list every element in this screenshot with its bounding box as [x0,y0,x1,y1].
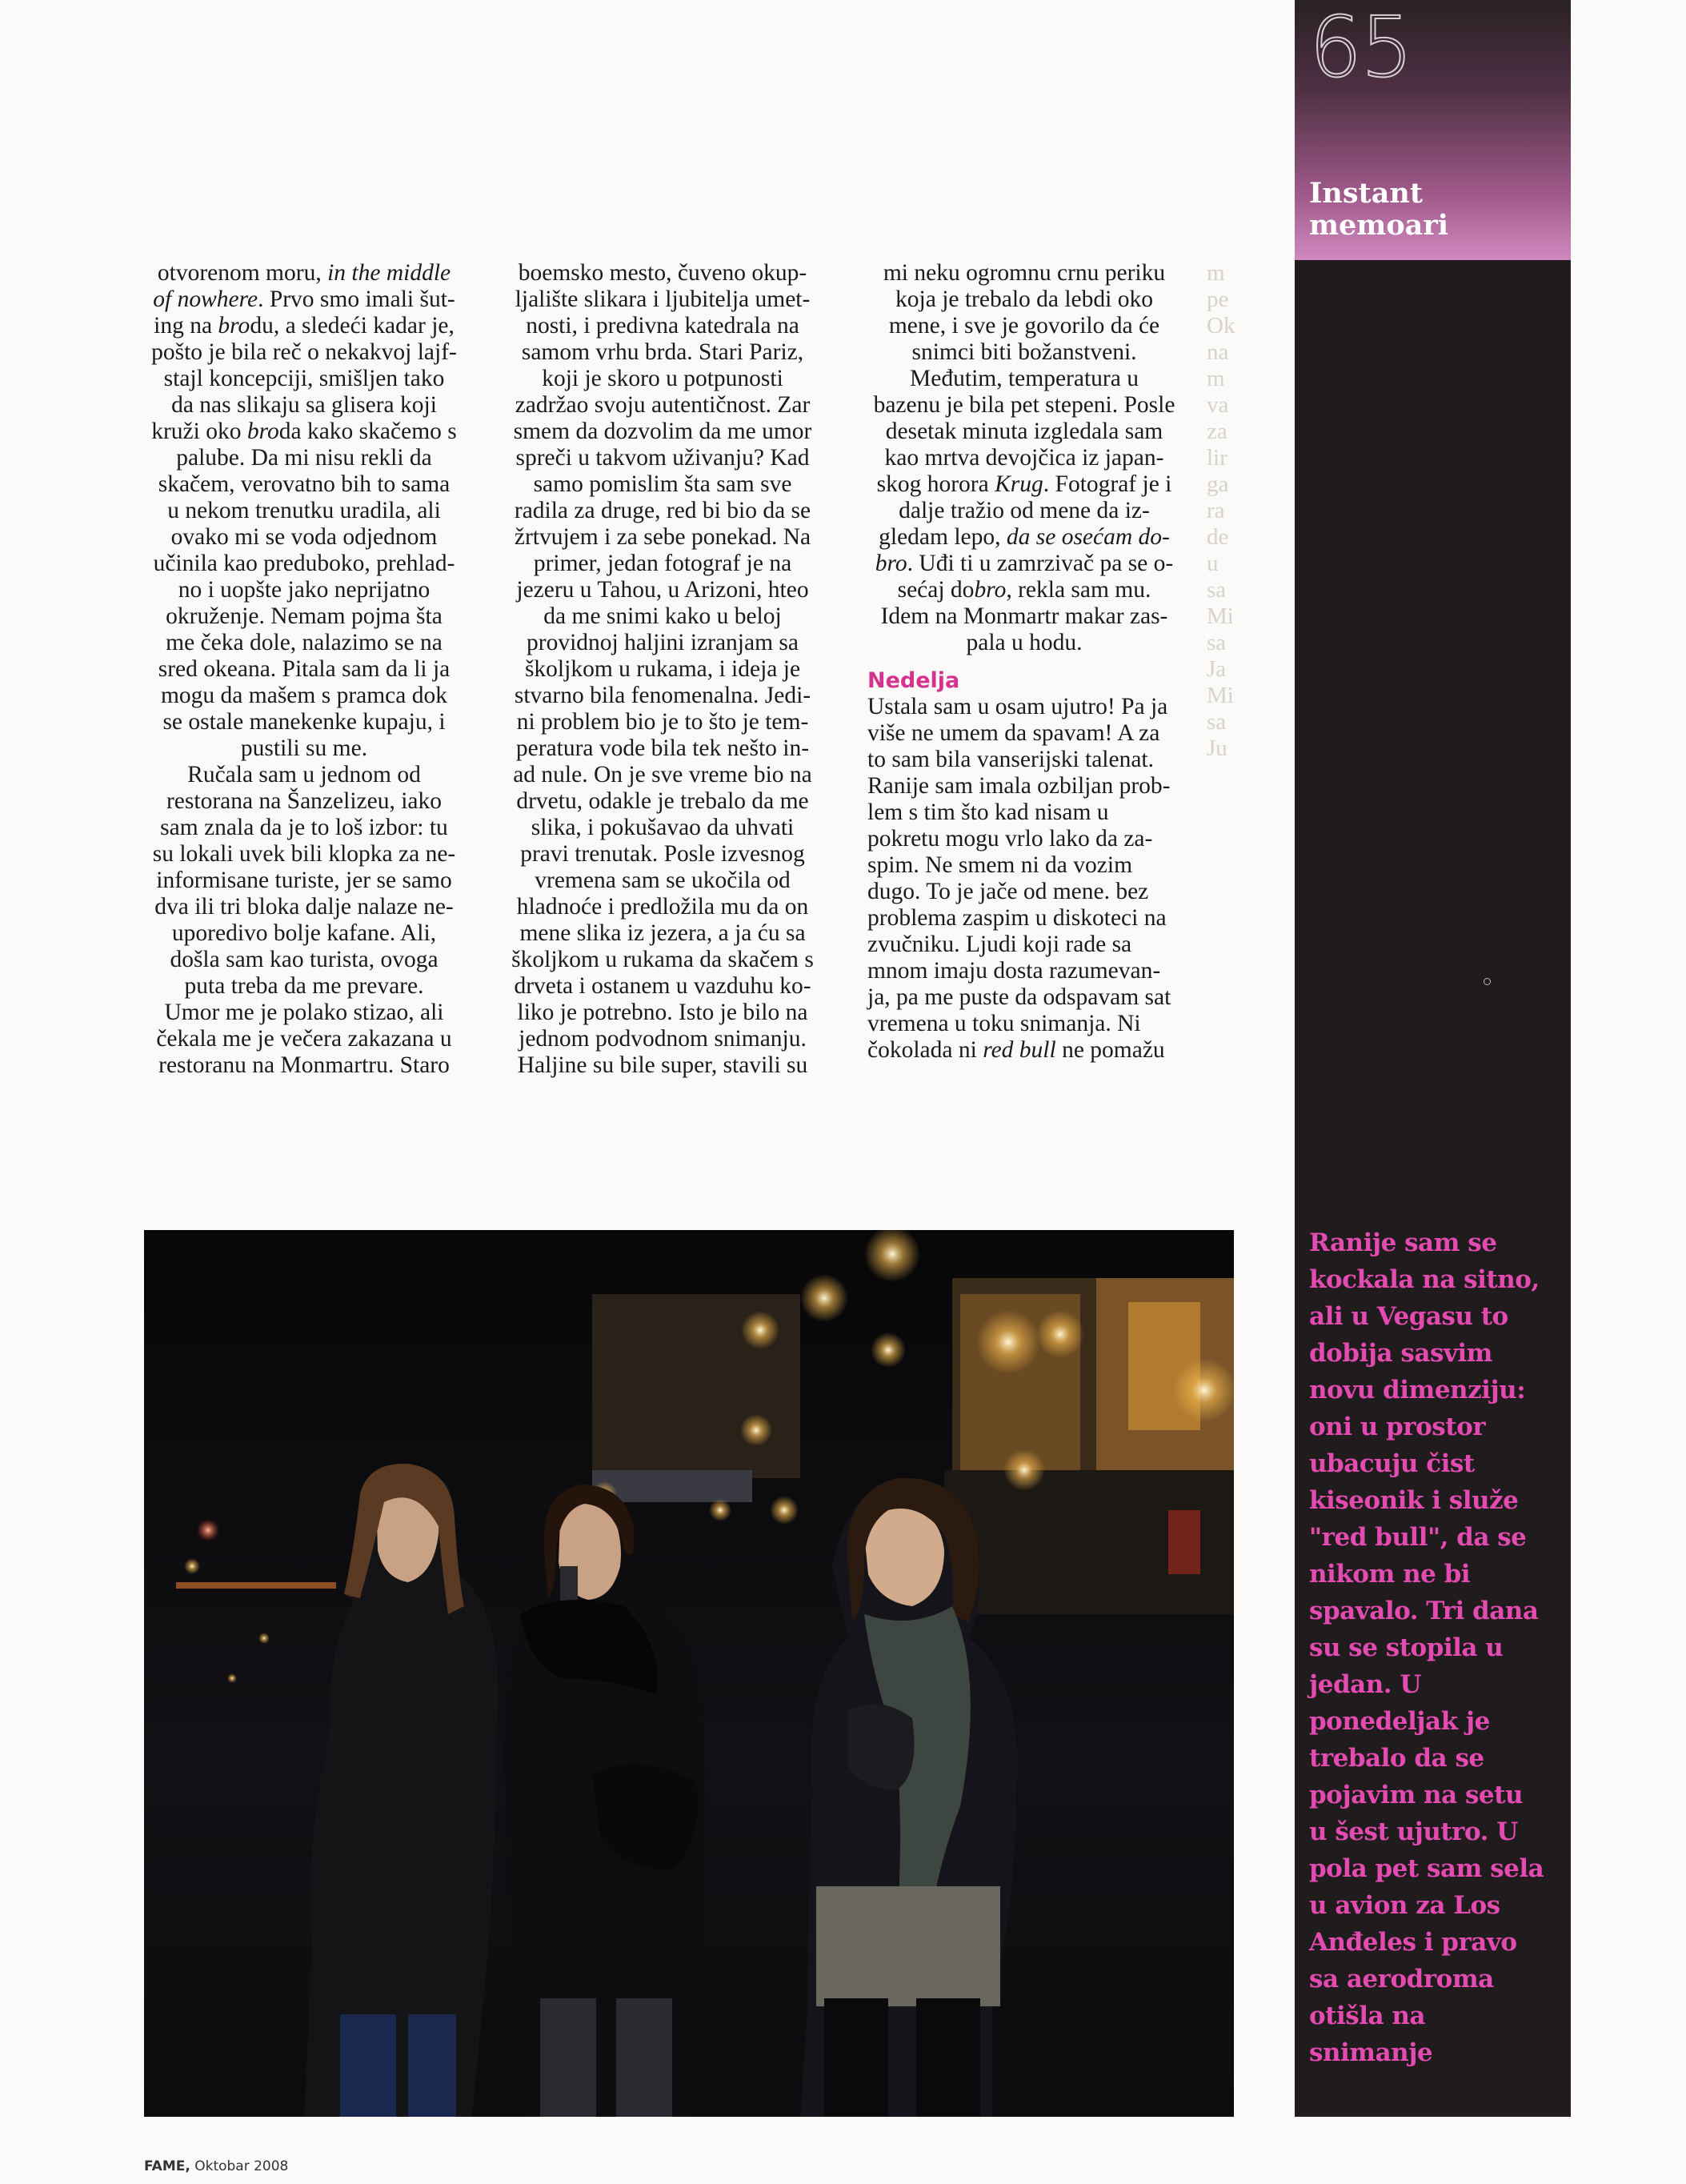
article-line: restoranu na Monmartru. Staro [158,1052,450,1078]
pull-quote-line: novu dimenziju: [1309,1376,1526,1405]
article-line: ing na brodu, a sledeći kadar je, [154,313,455,339]
bleed-through-text: m pe Ok na m va za lir ga ra de u sa Mi sa Ja Mi sa Ju [1207,260,1235,761]
pull-quote-line: spavalo. Tri dana [1309,1597,1539,1625]
pull-quote-line: pola pet sam sela [1309,1854,1544,1883]
article-line: mene slika iz jezera, a ja ću sa [519,920,806,946]
article-line: da nas slikaju sa glisera koji [171,392,437,418]
pull-quote-line: ali u Vegasu to [1309,1302,1508,1331]
article-line: Haljine su bile super, stavili su [517,1052,808,1078]
article-column-1 [128,260,480,1228]
article-line: pustili su me. [240,735,368,761]
article-line: školjkom u rukama, i ideja je [524,656,801,682]
article-column-3 [848,260,1200,1228]
article-line: uporedivo bolje kafane. Ali, [171,920,437,946]
article-line: primer, jedan fotograf je na [533,551,792,576]
article-line: drveta i ostanem u vazduhu ko- [514,973,811,999]
article-line: restorana na Šanzelizeu, iako [166,788,442,814]
article-line: koja je trebalo da lebdi oko [895,287,1153,312]
article-line: otvorenom moru, in the middle [157,260,451,286]
pull-quote-line: pojavim na setu [1309,1781,1523,1809]
article-line: kruži oko broda kako skačemo s [151,419,457,444]
article-line: više ne umem da spavam! A za [867,720,1160,746]
article-line: providnoj haljini izranjam sa [527,630,799,655]
pull-quote-line: otišla na [1309,2002,1426,2030]
article-line: ad nule. On je sve vreme bio na [513,762,812,787]
article-line: peratura vode bila tek nešto in- [515,735,810,761]
article-line: zadržao svoju autentičnost. Zar [515,392,811,418]
sidebar [1295,0,1571,2117]
article-line: pravi trenutak. Posle izvesnog [520,841,805,867]
speck [1484,978,1491,985]
pull-quote-line: u šest ujutro. U [1309,1817,1518,1846]
article-line: snimci biti božanstveni. [911,339,1137,365]
pull-quote-line: "red bull", da se [1309,1523,1527,1552]
pull-quote-line: jedan. U [1309,1670,1421,1699]
article-line: mnom imaju dosta razumevan- [867,958,1161,984]
article-line: Idem na Monmartr makar zas- [880,603,1168,629]
article-line: ljalište slikara i ljubitelja umet- [515,287,811,312]
photo-night-street [144,1230,1234,2117]
article-line: ni problem bio je to što je tem- [516,709,809,735]
article-line: vremena u toku snimanja. Ni [867,1011,1141,1036]
article-line: su lokali uvek bili klopka za ne- [152,841,456,867]
page-footer: FAME, Oktobar 2008 [144,2158,289,2174]
article-line: kao mrtva devojčica iz japan- [884,445,1164,471]
article-line: da me snimi kako u beloj [543,603,782,629]
article-line: spim. Ne smem ni da vozim [867,852,1133,878]
article-line: mi neku ogromnu crnu periku [883,260,1166,286]
article-line: jezeru u Tahou, u Arizoni, hteo [516,577,809,603]
article-line: dugo. To je jače od mene. bez [867,879,1149,904]
photo-illustration [144,1230,1234,2117]
pull-quote-line: ponedeljak je [1309,1707,1490,1736]
section-title: Instant memoari [1309,177,1449,242]
article-line: okruženje. Nemam pojma šta [166,603,443,629]
article-line: informisane turiste, jer se samo [156,868,452,893]
article-line: u nekom trenutku uradila, ali [167,498,441,523]
pull-quote-line: u avion za Los [1309,1891,1500,1920]
article-line: ja, pa me puste da odspavam sat [867,984,1171,1010]
pull-quote [1309,1224,1565,2071]
article-line: ovako mi se voda odjednom [170,524,438,550]
article-line: stajl koncepciji, smišljen tako [163,366,445,391]
pull-quote-line: oni u prostor [1309,1413,1486,1441]
pull-quote-line: ubacuju čist [1309,1449,1475,1478]
article-line: of nowhere. Prvo smo imali šut- [153,287,455,312]
section-subheading: Nedelja [867,668,960,693]
article-line: smem da dozvolim da me umor [513,419,812,444]
pull-quote-line: Anđeles i pravo [1309,1928,1517,1957]
article-line: mogu da mašem s pramca dok [160,683,447,708]
article-line: pala u hodu. [966,630,1083,655]
article-line: čekala me je večera zakazana u [156,1026,452,1052]
article-line: lem s tim što kad nisam u [867,799,1109,825]
article-line: problema zaspim u diskoteci na [867,905,1167,931]
article-line: čokolada ni red bull ne pomažu [867,1037,1165,1063]
article-line: došla sam kao turista, ovoga [170,947,439,972]
pull-quote-line: trebalo da se [1309,1744,1484,1773]
article-line: stvarno bila fenomenalna. Jedi- [514,683,811,708]
article-line: sećaj dobro, rekla sam mu. [897,577,1151,603]
article-line: dalje tražio od mene da iz- [899,498,1150,523]
article-line: bro. Uđi ti u zamrzivač pa se o- [875,551,1174,576]
article-line: školjkom u rukama da skačem s [511,947,814,972]
article-line: dva ili tri bloka dalje nalaze ne- [154,894,454,920]
pull-quote-line: Ranije sam se [1309,1228,1497,1257]
article-line: skog horora Krug. Fotograf je i [876,471,1172,497]
article-line: učinila kao preduboko, prehlad- [153,551,455,576]
article-line: boemsko mesto, čuveno okup- [518,260,807,286]
article-line: liko je potrebno. Isto je bilo na [517,1000,808,1025]
article-line: gledam lepo, da se osećam do- [879,524,1170,550]
article-line: koji je skoro u potpunosti [542,366,783,391]
article-line: Ručala sam u jednom od [187,762,421,787]
article-line: pošto je bila reč o nekakvoj lajf- [151,339,457,365]
pull-quote-line: kockala na sitno, [1309,1265,1540,1294]
article-line: žrtvujem i za sebe ponekad. Na [514,524,811,550]
article-line: pokretu mogu vrlo lako da za- [867,826,1153,852]
article-line: drvetu, odakle je trebalo da me [516,788,809,814]
article-line: spreči u takvom uživanju? Kad [515,445,810,471]
article-line: Umor me je polako stizao, ali [164,1000,444,1025]
article-line: desetak minuta izgledala sam [885,419,1163,444]
article-line: sred okeana. Pitala sam da li ja [158,656,451,682]
article-line: vremena sam se ukočila od [535,868,791,893]
pull-quote-line: dobija sasvim [1309,1339,1492,1368]
article-line: me čeka dole, nalazimo se na [166,630,443,655]
article-column-2 [487,260,839,1228]
pull-quote-line: nikom ne bi [1309,1560,1471,1589]
page-number: 65 [1309,0,1412,96]
article-line: mene, i sve je govorilo da će [888,313,1160,339]
pull-quote-line: sa aerodroma [1309,1965,1494,1994]
article-line: bazenu je bila pet stepeni. Posle [873,392,1175,418]
article-line: palube. Da mi nisu rekli da [176,445,432,471]
article-line: se ostale manekenke kupaju, i [162,709,446,735]
pull-quote-line: kiseonik i služe [1309,1486,1519,1515]
article-line: Međutim, temperatura u [910,366,1139,391]
article-line: no i uopšte jako neprijatno [178,577,431,603]
article-line: sam znala da je to loš izbor: tu [160,815,448,840]
article-line: puta treba da me prevare. [184,973,424,999]
article-line: samo pomislim šta sam sve [533,471,792,497]
pull-quote-line: snimanje [1309,2038,1433,2067]
article-line: to sam bila vanserijski talenat. [867,747,1155,772]
article-line: Ranije sam imala ozbiljan prob- [867,773,1171,799]
article-line: hladnoće i predložila mu da on [516,894,809,920]
sidebar-header [1295,0,1571,260]
article-line: samom vrhu brda. Stari Pariz, [521,339,804,365]
article-line: zvučniku. Ljudi koji rade sa [867,932,1132,957]
article-line: slika, i pokušavao da uhvati [531,815,795,840]
article-line: jednom podvodnom snimanju. [519,1026,807,1052]
article-line: Ustala sam u osam ujutro! Pa ja [867,694,1168,719]
pull-quote-line: su se stopila u [1309,1633,1504,1662]
article-line: radila za druge, red bi bio da se [514,498,811,523]
article-line: skačem, verovatno bih to sama [158,471,451,497]
article-line: nosti, i predivna katedrala na [526,313,799,339]
